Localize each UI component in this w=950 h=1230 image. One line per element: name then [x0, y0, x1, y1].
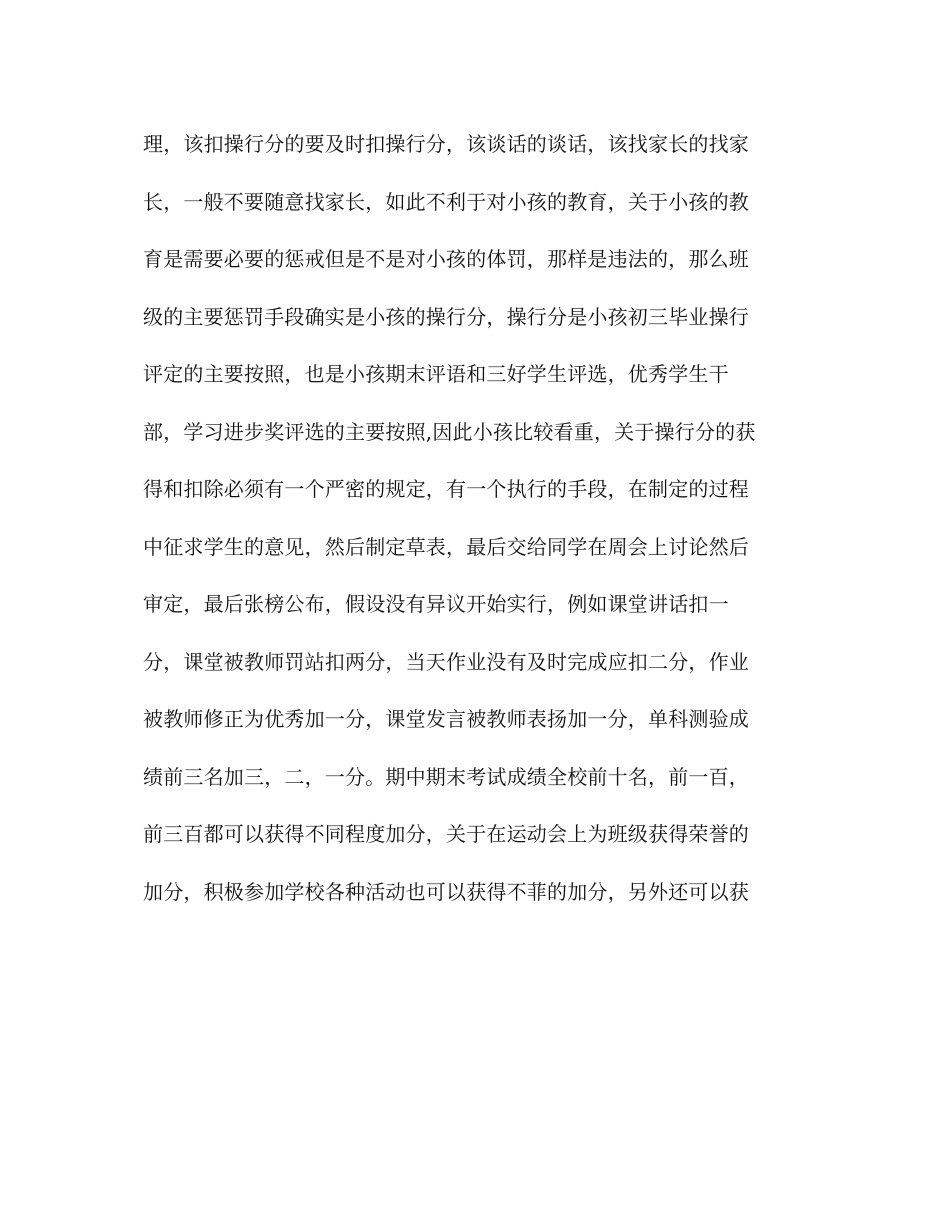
text-line: 得和扣除必须有一个严密的规定，有一个执行的手段，在制定的过程: [143, 477, 749, 501]
text-line: 长，一般不要随意找家长，如此不利于对小孩的教育，关于小孩的教: [143, 189, 749, 214]
text-line: 审定，最后张榜公布，假设没有异议开始实行，例如课堂讲话扣一: [143, 592, 729, 616]
text-line: 绩前三名加三，二，一分。期中期末考试成绩全校前十名，前一百，: [143, 764, 749, 789]
body-text: [143, 120, 823, 925]
text-line: 加分，积极参加学校各种活动也可以获得不菲的加分，另外还可以获: [143, 879, 749, 904]
text-line: 级的主要惩罚手段确实是小孩的操行分，操行分是小孩初三毕业操行: [143, 304, 749, 329]
text-line: 分，课堂被教师罚站扣两分，当天作业没有及时完成应扣二分，作业: [143, 649, 749, 674]
text-line: 育是需要必要的惩戒但是不是对小孩的体罚，那样是违法的，那么班: [143, 247, 749, 271]
text-line: 部，学习进步奖评选的主要按照,因此小孩比较看重，关于操行分的获: [143, 419, 756, 444]
text-line: 理，该扣操行分的要及时扣操行分，该谈话的谈话，该找家长的找家: [143, 132, 749, 156]
text-line: 中征求学生的意见，然后制定草表，最后交给同学在周会上讨论然后: [143, 534, 749, 559]
text-line: 评定的主要按照，也是小孩期末评语和三好学生评选，优秀学生干: [143, 362, 729, 386]
text-line: 前三百都可以获得不同程度加分，关于在运动会上为班级获得荣誉的: [143, 822, 749, 846]
text-line: 被教师修正为优秀加一分，课堂发言被教师表扬加一分，单科测验成: [143, 707, 749, 731]
